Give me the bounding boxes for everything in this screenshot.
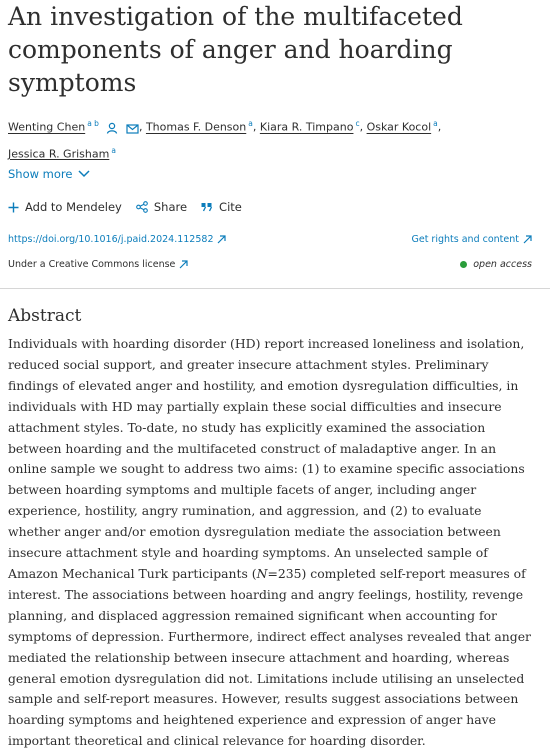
person-icon[interactable] bbox=[106, 121, 118, 141]
section-divider bbox=[0, 288, 550, 289]
abstract-text-part-2: =235) completed self-report measures of interest. The associations between hoarding and angry feelings, hostility, revenge planning, and displaced aggression remained significant when accounting for symptoms of depression. Furthermore, indirect effect analyses revealed that anger mediated the relationship between insecure attachment and hoarding, whereas general emotion dysregulation did not. Limitations include utilising an unselected sample and self-report measures. However, results suggest associations between hoarding symptoms and heightened experience and expression of anger have important theoretical and clinical relevance for hoarding disorder. bbox=[8, 565, 531, 749]
external-link-icon bbox=[523, 235, 532, 244]
open-access-badge bbox=[460, 259, 532, 270]
article-title: An investigation of the multifaceted components of anger and hoarding symptoms bbox=[8, 2, 463, 97]
author-affiliation: a bbox=[433, 119, 438, 128]
author-link-thomas-denson[interactable]: Thomas F. Denson bbox=[145, 120, 247, 134]
author-affiliation: a b bbox=[87, 119, 99, 128]
add-to-mendeley-label: Add to Mendeley bbox=[25, 200, 122, 214]
external-link-icon bbox=[217, 235, 226, 244]
article-actions bbox=[8, 200, 242, 214]
abstract-n-symbol: N bbox=[256, 565, 268, 581]
author-affiliation: c bbox=[355, 119, 360, 128]
author-affiliation: a bbox=[111, 145, 116, 155]
share-button[interactable] bbox=[136, 200, 187, 214]
show-more-button[interactable] bbox=[8, 167, 90, 181]
doi-text: https://doi.org/10.1016/j.paid.2024.112582 bbox=[8, 234, 214, 245]
open-access-dot-icon bbox=[460, 261, 467, 268]
author-link-jessica-grisham[interactable]: Jessica R. Grisham bbox=[8, 147, 110, 161]
author-link-wenting-chen[interactable]: Wenting Chen bbox=[8, 120, 86, 134]
license-text: Under a Creative Commons license bbox=[8, 259, 176, 270]
share-label: Share bbox=[153, 200, 188, 214]
rights-link[interactable] bbox=[411, 234, 532, 245]
plus-icon bbox=[8, 202, 19, 213]
cite-label: Cite bbox=[219, 200, 242, 214]
abstract-text-part-1: Individuals with hoarding disorder (HD) report increased loneliness and isolation, reduced social support, and greater insecure attachment styles. Preliminary findings of elevated anger and hostility, and emotion dysregulation difficulties, in individuals with HD may partially explain these social difficulties and insecure attachment styles. To-date, no study has explicitly examined the association between hoarding and the multifaceted construct of maladaptive anger. In an online sample we sought to address two aims: (1) to examine specific associations between hoarding symptoms and multiple facets of anger, including anger experience, hostility, angry rumination, and aggression, and (2) to evaluate whether anger and/or emotion dysregulation mediate the association between insecure attachment style and hoarding symptoms. An unselected sample of Amazon Mechanical Turk participants ( bbox=[8, 336, 525, 581]
license-link[interactable] bbox=[8, 259, 188, 270]
open-access-label: open access bbox=[473, 259, 532, 270]
rights-text: Get rights and content bbox=[411, 234, 519, 245]
quote-icon bbox=[201, 202, 213, 212]
chevron-down-icon bbox=[78, 170, 90, 178]
author-link-kiara-timpano[interactable]: Kiara R. Timpano bbox=[259, 120, 354, 134]
author-list: Wenting Chen $^{a b}$ , Thomas F. Denson $^a$, Kiara R. Timpano $^c$, Oskar Kocol $^a$, Jessica R. Grisham $^a$ bbox=[8, 119, 442, 161]
doi-link[interactable] bbox=[8, 234, 226, 245]
email-icon[interactable] bbox=[126, 121, 139, 141]
add-to-mendeley-button[interactable] bbox=[8, 200, 122, 214]
external-link-icon bbox=[179, 260, 188, 269]
author-affiliation: a bbox=[248, 119, 253, 128]
abstract-text bbox=[8, 334, 536, 752]
cite-button[interactable] bbox=[201, 200, 242, 214]
abstract-heading: Abstract bbox=[8, 306, 82, 326]
show-more-label: Show more bbox=[8, 167, 73, 181]
author-link-oskar-kocol[interactable]: Oskar Kocol bbox=[366, 120, 432, 134]
share-icon bbox=[136, 201, 148, 213]
